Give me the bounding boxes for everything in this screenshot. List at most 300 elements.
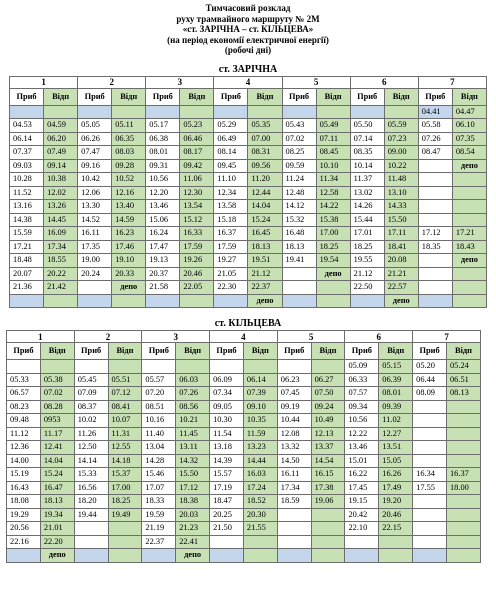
run-number: 3 — [146, 76, 214, 88]
departure-time-cell — [311, 360, 345, 374]
arrive-column-header: Приб — [142, 343, 176, 360]
arrival-time-cell: 11.40 — [142, 427, 176, 441]
arrival-time-cell: 16.56 — [74, 481, 108, 495]
table-row — [7, 400, 481, 414]
departure-time-cell: 21.23 — [176, 522, 210, 536]
departure-time-cell: 15.37 — [108, 468, 142, 482]
column-header-row — [10, 88, 487, 105]
arrival-time-cell: 13.16 — [10, 200, 44, 214]
table-row — [10, 294, 487, 308]
departure-time-cell — [379, 535, 413, 549]
arrival-time-cell — [418, 200, 452, 214]
arrival-time-cell: 15.01 — [345, 454, 379, 468]
arrive-column-header: Приб — [418, 88, 452, 105]
departure-time-cell: депо — [112, 281, 146, 295]
arrival-time-cell: 05.29 — [214, 119, 248, 133]
arrival-time-cell: 19.44 — [74, 508, 108, 522]
arrival-time-cell: 06.33 — [345, 373, 379, 387]
arrival-time-cell — [78, 281, 112, 295]
departure-time-cell: 10.52 — [112, 173, 146, 187]
table-row — [10, 281, 487, 295]
table-row — [10, 132, 487, 146]
table-row — [10, 159, 487, 173]
departure-time-cell: 09.10 — [243, 400, 277, 414]
departure-time-cell: депо — [316, 267, 350, 281]
table-row — [10, 213, 487, 227]
table-row — [10, 200, 487, 214]
arrival-time-cell — [146, 105, 180, 119]
arrival-time-cell: 16.24 — [146, 227, 180, 241]
arrival-time-cell: 07.14 — [350, 132, 384, 146]
departure-time-cell: 22.37 — [248, 281, 282, 295]
arrival-time-cell: 11.26 — [74, 427, 108, 441]
departure-time-cell: 09.28 — [112, 159, 146, 173]
arrival-time-cell: 21.12 — [350, 267, 384, 281]
arrival-time-cell: 10.44 — [277, 414, 311, 428]
arrival-time-cell — [210, 360, 244, 374]
run-number: 4 — [210, 331, 278, 343]
departure-time-cell: 05.59 — [384, 119, 418, 133]
departure-time-cell: 08.13 — [446, 387, 480, 401]
arrival-time-cell — [413, 522, 447, 536]
arrival-time-cell — [210, 549, 244, 563]
arrival-time-cell: 12.20 — [146, 186, 180, 200]
departure-time-cell: 19.34 — [40, 508, 74, 522]
departure-time-cell: 07.11 — [316, 132, 350, 146]
departure-time-cell: депо — [452, 159, 486, 173]
arrival-time-cell: 18.20 — [74, 495, 108, 509]
departure-time-cell: 13.54 — [180, 200, 214, 214]
departure-time-cell: 10.35 — [243, 414, 277, 428]
arrival-time-cell — [210, 535, 244, 549]
table-row — [7, 549, 481, 563]
departure-time-cell: 11.31 — [108, 427, 142, 441]
departure-time-cell: 19.20 — [379, 495, 413, 509]
arrival-time-cell — [214, 294, 248, 308]
arrival-time-cell: 16.11 — [277, 468, 311, 482]
arrival-time-cell: 13.02 — [350, 186, 384, 200]
departure-time-cell: 15.24 — [40, 468, 74, 482]
departure-time-cell: 21.21 — [384, 267, 418, 281]
departure-time-cell: 12.02 — [44, 186, 78, 200]
header-line-5: (робочі дні) — [224, 45, 272, 55]
departure-time-cell — [446, 441, 480, 455]
arrival-time-cell: 17.07 — [142, 481, 176, 495]
arrival-time-cell: 16.48 — [282, 227, 316, 241]
departure-time-cell: 11.48 — [384, 173, 418, 187]
table-row — [7, 414, 481, 428]
arrival-time-cell: 18.48 — [10, 254, 44, 268]
arrival-time-cell — [418, 254, 452, 268]
arrival-time-cell — [277, 360, 311, 374]
arrival-time-cell: 05.20 — [413, 360, 447, 374]
departure-time-cell: 11.34 — [316, 173, 350, 187]
run-number: 5 — [282, 76, 350, 88]
depart-column-header: Відп — [452, 88, 486, 105]
arrival-time-cell: 07.26 — [418, 132, 452, 146]
arrival-time-cell: 18.08 — [7, 495, 41, 509]
arrival-time-cell: 14.50 — [277, 454, 311, 468]
arrival-time-cell — [7, 549, 41, 563]
arrival-time-cell: 16.11 — [78, 227, 112, 241]
departure-time-cell: 18.00 — [446, 481, 480, 495]
arrival-time-cell: 15.44 — [350, 213, 384, 227]
departure-time-cell: 07.35 — [452, 132, 486, 146]
arrival-time-cell — [418, 213, 452, 227]
table-row — [7, 508, 481, 522]
departure-time-cell: 07.39 — [243, 387, 277, 401]
arrival-time-cell — [418, 281, 452, 295]
table-row — [7, 535, 481, 549]
arrival-time-cell: 05.33 — [7, 373, 41, 387]
departure-time-cell: 16.09 — [44, 227, 78, 241]
stop-title-kiltseva: ст. КІЛЬЦЕВА — [214, 318, 282, 329]
arrive-column-header: Приб — [10, 88, 44, 105]
arrive-column-header: Приб — [214, 88, 248, 105]
departure-time-cell: 17.00 — [316, 227, 350, 241]
arrival-time-cell: 08.51 — [142, 400, 176, 414]
arrival-time-cell: 17.59 — [214, 240, 248, 254]
arrival-time-cell: 10.56 — [345, 414, 379, 428]
arrival-time-cell: 08.25 — [282, 146, 316, 160]
arrival-time-cell: 17.35 — [78, 240, 112, 254]
arrival-time-cell: 20.42 — [345, 508, 379, 522]
arrival-time-cell: 19.59 — [142, 508, 176, 522]
depart-column-header: Відп — [384, 88, 418, 105]
table-row — [10, 227, 487, 241]
table-row — [10, 105, 487, 119]
departure-time-cell: 17.46 — [112, 240, 146, 254]
arrival-time-cell: 17.34 — [277, 481, 311, 495]
arrival-time-cell: 20.24 — [78, 267, 112, 281]
departure-time-cell — [316, 281, 350, 295]
departure-time-cell: 06.46 — [180, 132, 214, 146]
run-number: 3 — [142, 331, 210, 343]
departure-time-cell: 07.50 — [311, 387, 345, 401]
departure-time-cell — [243, 549, 277, 563]
departure-time-cell: депо — [176, 549, 210, 563]
arrival-time-cell — [345, 535, 379, 549]
departure-time-cell: 13.10 — [384, 186, 418, 200]
arrival-time-cell: 09.19 — [277, 400, 311, 414]
arrive-column-header: Приб — [74, 343, 108, 360]
departure-time-cell: 18.13 — [40, 495, 74, 509]
table-row — [10, 173, 487, 187]
departure-time-cell: 19.26 — [180, 254, 214, 268]
depart-column-header: Відп — [379, 343, 413, 360]
departure-time-cell: 11.06 — [180, 173, 214, 187]
arrival-time-cell: 17.21 — [10, 240, 44, 254]
departure-time-cell: 16.33 — [180, 227, 214, 241]
departure-time-cell: 06.10 — [452, 119, 486, 133]
arrival-time-cell: 11.12 — [7, 427, 41, 441]
departure-time-cell: 07.02 — [40, 387, 74, 401]
departure-time-cell: 07.12 — [108, 387, 142, 401]
arrival-time-cell: 07.37 — [10, 146, 44, 160]
arrival-time-cell: 10.14 — [350, 159, 384, 173]
arrival-time-cell — [413, 495, 447, 509]
arrival-time-cell: 11.52 — [10, 186, 44, 200]
arrival-time-cell: 09.45 — [214, 159, 248, 173]
arrival-time-cell: 22.50 — [350, 281, 384, 295]
arrival-time-cell: 22.30 — [214, 281, 248, 295]
arrival-time-cell: 13.18 — [210, 441, 244, 455]
arrival-time-cell: 05.09 — [345, 360, 379, 374]
departure-time-cell: 07.23 — [384, 132, 418, 146]
departure-time-cell: 05.49 — [316, 119, 350, 133]
departure-time-cell: 18.52 — [243, 495, 277, 509]
arrive-column-header: Приб — [146, 88, 180, 105]
arrival-time-cell — [350, 105, 384, 119]
arrival-time-cell: 21.58 — [146, 281, 180, 295]
departure-time-cell: 13.26 — [44, 200, 78, 214]
departure-time-cell: 20.33 — [112, 267, 146, 281]
departure-time-cell: 05.51 — [108, 373, 142, 387]
arrival-time-cell: 06.14 — [10, 132, 44, 146]
departure-time-cell: 16.03 — [243, 468, 277, 482]
departure-time-cell: 11.59 — [243, 427, 277, 441]
departure-time-cell: 09.14 — [44, 159, 78, 173]
departure-time-cell: 20.30 — [243, 508, 277, 522]
arrival-time-cell — [142, 549, 176, 563]
arrival-time-cell: 14.39 — [210, 454, 244, 468]
table-row — [7, 468, 481, 482]
departure-time-cell — [180, 294, 214, 308]
departure-time-cell: 06.27 — [311, 373, 345, 387]
departure-time-cell — [446, 454, 480, 468]
arrival-time-cell: 06.57 — [7, 387, 41, 401]
departure-time-cell: 08.45 — [316, 146, 350, 160]
arrival-time-cell — [418, 294, 452, 308]
departure-time-cell: 09.24 — [311, 400, 345, 414]
arrival-time-cell: 15.32 — [282, 213, 316, 227]
departure-time-cell — [311, 508, 345, 522]
departure-time-cell: 18.43 — [452, 240, 486, 254]
departure-time-cell: 09.56 — [248, 159, 282, 173]
run-number: 6 — [350, 76, 418, 88]
arrival-time-cell — [146, 294, 180, 308]
arrival-time-cell — [345, 549, 379, 563]
departure-time-cell: 12.41 — [40, 441, 74, 455]
arrival-time-cell: 09.05 — [210, 400, 244, 414]
departure-time-cell: 18.38 — [176, 495, 210, 509]
table-row — [10, 254, 487, 268]
arrival-time-cell: 11.10 — [214, 173, 248, 187]
timetable-kiltseva — [6, 330, 481, 563]
arrival-time-cell — [418, 173, 452, 187]
departure-time-cell: 22.41 — [176, 535, 210, 549]
departure-time-cell — [112, 294, 146, 308]
departure-time-cell — [446, 508, 480, 522]
departure-time-cell: 17.00 — [108, 481, 142, 495]
departure-time-cell: 19.54 — [316, 254, 350, 268]
departure-time-cell: 18.13 — [248, 240, 282, 254]
departure-time-cell: 22.15 — [379, 522, 413, 536]
arrival-time-cell — [282, 267, 316, 281]
depart-column-header: Відп — [316, 88, 350, 105]
departure-time-cell — [452, 200, 486, 214]
table-row — [7, 427, 481, 441]
departure-time-cell: 21.12 — [248, 267, 282, 281]
arrival-time-cell — [10, 294, 44, 308]
departure-time-cell: 04.59 — [44, 119, 78, 133]
arrival-time-cell: 20.07 — [10, 267, 44, 281]
departure-time-cell: 14.54 — [311, 454, 345, 468]
table-row — [10, 119, 487, 133]
arrival-time-cell — [413, 508, 447, 522]
arrival-time-cell: 19.29 — [7, 508, 41, 522]
departure-time-cell — [452, 267, 486, 281]
departure-time-cell: 05.24 — [446, 360, 480, 374]
table-row — [7, 522, 481, 536]
arrival-time-cell: 14.28 — [142, 454, 176, 468]
departure-time-cell: 14.04 — [40, 454, 74, 468]
departure-time-cell: 08.41 — [108, 400, 142, 414]
depart-column-header: Відп — [311, 343, 345, 360]
arrival-time-cell: 12.50 — [74, 441, 108, 455]
arrival-time-cell: 06.26 — [78, 132, 112, 146]
table-row — [10, 267, 487, 281]
arrival-time-cell: 17.45 — [345, 481, 379, 495]
arrival-time-cell: 17.12 — [418, 227, 452, 241]
arrive-column-header: Приб — [345, 343, 379, 360]
departure-time-cell: 15.38 — [316, 213, 350, 227]
table-row — [10, 240, 487, 254]
departure-time-cell: депо — [248, 294, 282, 308]
arrival-time-cell — [74, 549, 108, 563]
arrival-time-cell — [74, 360, 108, 374]
arrival-time-cell: 08.35 — [350, 146, 384, 160]
departure-time-cell: 17.24 — [243, 481, 277, 495]
arrival-time-cell: 09.59 — [282, 159, 316, 173]
arrival-time-cell: 10.42 — [78, 173, 112, 187]
departure-time-cell: 16.47 — [40, 481, 74, 495]
departure-time-cell: 22.05 — [180, 281, 214, 295]
departure-time-cell: 15.05 — [379, 454, 413, 468]
arrival-time-cell: 16.43 — [7, 481, 41, 495]
arrival-time-cell: 06.49 — [214, 132, 248, 146]
arrival-time-cell — [413, 400, 447, 414]
departure-time-cell: 08.28 — [40, 400, 74, 414]
arrival-time-cell: 05.05 — [78, 119, 112, 133]
departure-time-cell: 18.41 — [384, 240, 418, 254]
departure-time-cell: 14.32 — [176, 454, 210, 468]
departure-time-cell: 10.49 — [311, 414, 345, 428]
departure-time-cell: 06.39 — [379, 373, 413, 387]
arrival-time-cell — [277, 535, 311, 549]
departure-time-cell: 06.51 — [446, 373, 480, 387]
departure-time-cell — [452, 186, 486, 200]
departure-time-cell: 11.17 — [40, 427, 74, 441]
arrival-time-cell: 12.48 — [282, 186, 316, 200]
departure-time-cell: 14.33 — [384, 200, 418, 214]
arrival-time-cell — [282, 281, 316, 295]
departure-time-cell: 20.46 — [379, 508, 413, 522]
depart-column-header: Відп — [446, 343, 480, 360]
table-row — [7, 454, 481, 468]
arrival-time-cell: 18.13 — [282, 240, 316, 254]
departure-time-cell — [446, 549, 480, 563]
departure-time-cell: 15.12 — [180, 213, 214, 227]
arrival-time-cell: 18.59 — [277, 495, 311, 509]
run-number: 1 — [7, 331, 75, 343]
arrival-time-cell: 14.12 — [282, 200, 316, 214]
arrival-time-cell: 06.23 — [277, 373, 311, 387]
departure-time-cell — [446, 400, 480, 414]
arrival-time-cell — [418, 186, 452, 200]
arrival-time-cell: 16.22 — [345, 468, 379, 482]
departure-time-cell: 16.45 — [248, 227, 282, 241]
departure-time-cell: 17.21 — [452, 227, 486, 241]
departure-time-cell: 18.25 — [108, 495, 142, 509]
arrival-time-cell — [413, 454, 447, 468]
arrival-time-cell — [282, 294, 316, 308]
arrival-time-cell: 13.32 — [277, 441, 311, 455]
departure-time-cell — [44, 105, 78, 119]
arrival-time-cell: 22.37 — [142, 535, 176, 549]
departure-time-cell: 17.49 — [379, 481, 413, 495]
arrive-column-header: Приб — [282, 88, 316, 105]
depart-column-header: Відп — [243, 343, 277, 360]
schedule-header — [0, 0, 496, 56]
arrival-time-cell: 08.47 — [418, 146, 452, 160]
arrival-time-cell — [413, 535, 447, 549]
arrival-time-cell — [277, 549, 311, 563]
departure-time-cell: 08.03 — [112, 146, 146, 160]
header-line-2: руху трамвайного маршруту № 2М — [176, 13, 320, 24]
departure-time-cell: 09.00 — [384, 146, 418, 160]
departure-time-cell: 08.17 — [180, 146, 214, 160]
departure-time-cell: 19.10 — [112, 254, 146, 268]
departure-time-cell: 05.38 — [40, 373, 74, 387]
arrival-time-cell: 08.01 — [146, 146, 180, 160]
arrival-time-cell — [418, 267, 452, 281]
departure-time-cell: депо — [452, 254, 486, 268]
stop-title-zarichna: ст. ЗАРІЧНА — [218, 63, 278, 75]
departure-time-cell: 17.34 — [44, 240, 78, 254]
arrival-time-cell — [413, 414, 447, 428]
departure-time-cell: 11.20 — [248, 173, 282, 187]
departure-time-cell: 08.01 — [379, 387, 413, 401]
departure-time-cell — [446, 427, 480, 441]
departure-time-cell — [452, 281, 486, 295]
arrival-time-cell: 13.30 — [78, 200, 112, 214]
arrival-time-cell: 15.18 — [214, 213, 248, 227]
departure-time-cell: 06.03 — [176, 373, 210, 387]
arrival-time-cell: 21.19 — [142, 522, 176, 536]
arrival-time-cell: 08.14 — [214, 146, 248, 160]
arrival-time-cell: 09.48 — [7, 414, 41, 428]
departure-time-cell: 20.46 — [180, 267, 214, 281]
departure-time-cell: 16.23 — [112, 227, 146, 241]
arrival-time-cell: 10.56 — [146, 173, 180, 187]
departure-time-cell — [243, 535, 277, 549]
arrival-time-cell: 07.09 — [74, 387, 108, 401]
arrival-time-cell: 05.58 — [418, 119, 452, 133]
arrival-time-cell: 07.45 — [277, 387, 311, 401]
departure-time-cell — [316, 105, 350, 119]
departure-time-cell: 06.20 — [44, 132, 78, 146]
table-row — [7, 495, 481, 509]
arrival-time-cell: 07.34 — [210, 387, 244, 401]
arrival-time-cell: 15.46 — [142, 468, 176, 482]
run-number: 7 — [418, 76, 486, 88]
arrival-time-cell: 07.57 — [345, 387, 379, 401]
arrival-time-cell: 19.27 — [214, 254, 248, 268]
departure-time-cell: 17.11 — [384, 227, 418, 241]
departure-time-cell — [311, 522, 345, 536]
departure-time-cell — [180, 105, 214, 119]
